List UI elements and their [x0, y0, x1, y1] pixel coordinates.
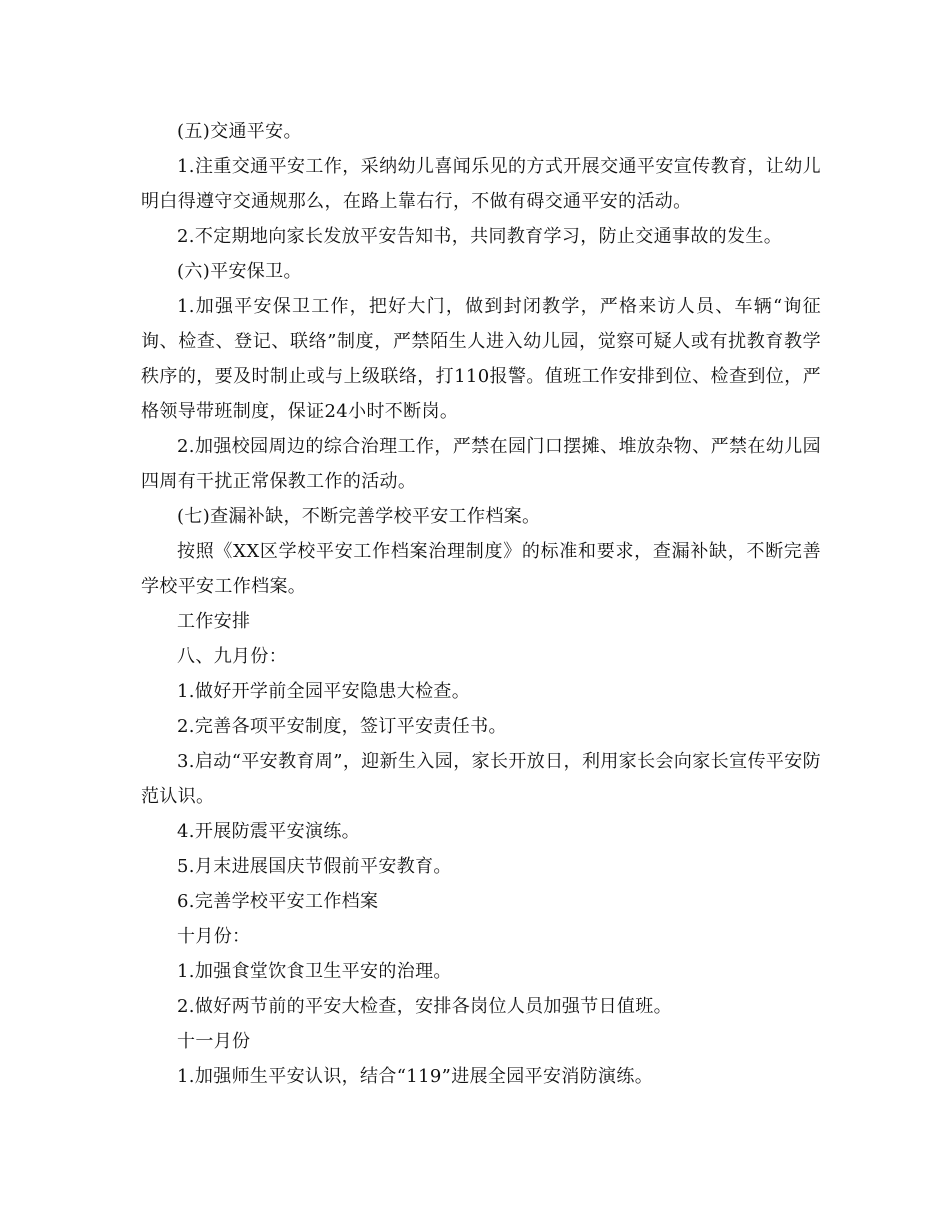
list-item-oct-1: 1.加强食堂饮食卫生平安的治理。: [177, 961, 452, 982]
paragraph-traffic-1: 1.注重交通平安工作，采纳幼儿喜闻乐见的方式开展交通平安宣传教育，让幼儿明白得遵守交通规那么，在路上靠右行，不做有碍交通平安的活动。: [141, 156, 821, 212]
month-heading-aug-sep: 八、九月份：: [177, 646, 288, 667]
section-heading-archives: (七)查漏补缺，不断完善学校平安工作档案。: [177, 506, 541, 527]
month-heading-nov: 十一月份: [177, 1031, 251, 1052]
list-item-aug-sep-4: 4.开展防震平安演练。: [177, 821, 361, 842]
list-item-aug-sep-2: 2.完善各项平安制度，签订平安责任书。: [177, 716, 507, 737]
paragraph-security-1: 1.加强平安保卫工作，把好大门，做到封闭教学，严格来访人员、车辆“询征询、检查、登记、联络”制度，严禁陌生人进入幼儿园，觉察可疑人或有扰教育教学秩序的，要及时制止或与上级联络，打110报警。值班工作安排到位、检查到位，严格领导带班制度，保证24小时不断岗。: [141, 296, 821, 422]
paragraph-traffic-2: 2.不定期地向家长发放平安告知书，共同教育学习，防止交通事故的发生。: [177, 226, 783, 247]
paragraph-archives: 按照《XX区学校平安工作档案治理制度》的标准和要求，查漏补缺，不断完善学校平安工作档案。: [141, 541, 821, 597]
list-item-aug-sep-6: 6.完善学校平安工作档案: [177, 891, 379, 912]
list-item-aug-sep-3: 3.启动“平安教育周”，迎新生入园，家长开放日，利用家长会向家长宣传平安防范认识。: [141, 751, 821, 807]
list-item-nov-1: 1.加强师生平安认识，结合“119”进展全园平安消防演练。: [177, 1066, 654, 1087]
paragraph-security-2: 2.加强校园周边的综合治理工作，严禁在园门口摆摊、堆放杂物、严禁在幼儿园四周有干扰正常保教工作的活动。: [141, 436, 821, 492]
list-item-oct-2: 2.做好两节前的平安大检查，安排各岗位人员加强节日值班。: [177, 996, 672, 1017]
document-body: [141, 114, 821, 1094]
section-heading-work-plan: 工作安排: [177, 611, 251, 632]
section-heading-security: (六)平安保卫。: [177, 261, 302, 282]
list-item-aug-sep-5: 5.月末进展国庆节假前平安教育。: [177, 856, 452, 877]
month-heading-oct: 十月份：: [177, 926, 251, 947]
list-item-aug-sep-1: 1.做好开学前全园平安隐患大检查。: [177, 681, 471, 702]
section-heading-traffic-safety: (五)交通平安。: [177, 121, 302, 142]
